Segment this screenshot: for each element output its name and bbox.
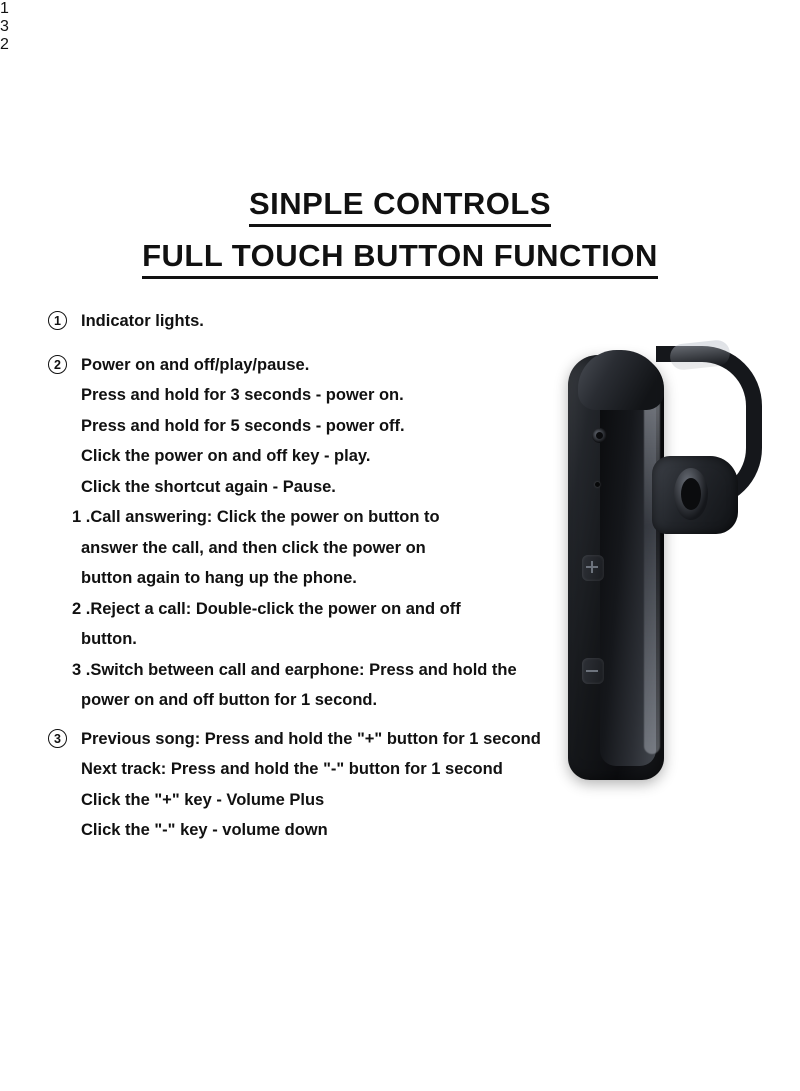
numbered-2-cont-1: button. xyxy=(81,630,137,648)
instructions-list xyxy=(48,306,608,846)
microphone-port-inner-icon xyxy=(596,432,603,439)
instruction-3-line-4: Click the "-" key - volume down xyxy=(81,821,328,839)
instruction-2-numbered-2-cont xyxy=(48,624,608,655)
numbered-2-label: 2 .Reject a call: Double-click the power on and off xyxy=(72,599,461,618)
instruction-3-line-1: Previous song: Press and hold the "+" button for 1 second xyxy=(81,729,541,748)
instruction-2-numbered-3 xyxy=(48,655,608,686)
instruction-2-line-3: Click the power on and off key - play. xyxy=(81,447,371,465)
numbered-1-label: 1 .Call answering: Click the power on button to xyxy=(72,508,440,526)
instruction-2-numbered-3-cont xyxy=(48,685,608,716)
instruction-3-line-2: Next track: Press and hold the "-" button for 1 second xyxy=(81,760,503,778)
instruction-3-line-3: Click the "+" key - Volume Plus xyxy=(81,790,325,809)
earphone-top-cap xyxy=(578,350,664,410)
indicator-light-icon xyxy=(595,482,600,487)
instruction-2-line-4: Click the shortcut again - Pause. xyxy=(81,477,336,496)
volume-down-button-icon xyxy=(582,658,604,684)
spacer xyxy=(48,716,608,724)
instruction-3-lines xyxy=(48,754,608,846)
callout-marker-1: 1 xyxy=(0,0,9,17)
instruction-2-line-1: Press and hold for 3 seconds - power on. xyxy=(81,386,404,404)
instruction-item-2 xyxy=(48,350,608,381)
instruction-2-line-2: Press and hold for 5 seconds - power off. xyxy=(81,416,405,435)
instruction-1-text: Indicator lights. xyxy=(81,312,204,330)
callout-marker-3: 3 xyxy=(0,18,9,35)
speaker-ring-inner-icon xyxy=(681,478,701,510)
speaker-ring-side-icon xyxy=(704,474,726,516)
numbered-1-cont-2: button again to hang up the phone. xyxy=(81,569,357,587)
spacer xyxy=(48,337,608,350)
numbered-1-cont-1: answer the call, and then click the power on xyxy=(81,538,426,557)
instruction-2-numbered-1 xyxy=(48,502,608,533)
instruction-2-numbered-1-cont xyxy=(48,533,608,594)
page-title-primary: SINPLE CONTROLS xyxy=(249,186,551,227)
earphone-illustration xyxy=(548,340,788,790)
title-block xyxy=(0,186,800,279)
instruction-item-3 xyxy=(48,724,608,755)
instruction-2-heading: Power on and off/play/pause. xyxy=(81,355,310,374)
instruction-2-numbered-2 xyxy=(48,594,608,625)
numbered-3-cont-1: power on and off button for 1 second. xyxy=(81,691,378,709)
callout-marker-2: 2 xyxy=(0,36,9,53)
marker-1: 1 xyxy=(48,311,67,330)
marker-3: 3 xyxy=(48,729,67,748)
instruction-item-1 xyxy=(48,306,608,337)
instruction-2-lines xyxy=(48,380,608,502)
volume-up-button-icon xyxy=(582,555,604,581)
numbered-3-label: 3 .Switch between call and earphone: Press and hold the xyxy=(72,660,517,679)
marker-2: 2 xyxy=(48,355,67,374)
page-title-secondary: FULL TOUCH BUTTON FUNCTION xyxy=(142,238,658,279)
